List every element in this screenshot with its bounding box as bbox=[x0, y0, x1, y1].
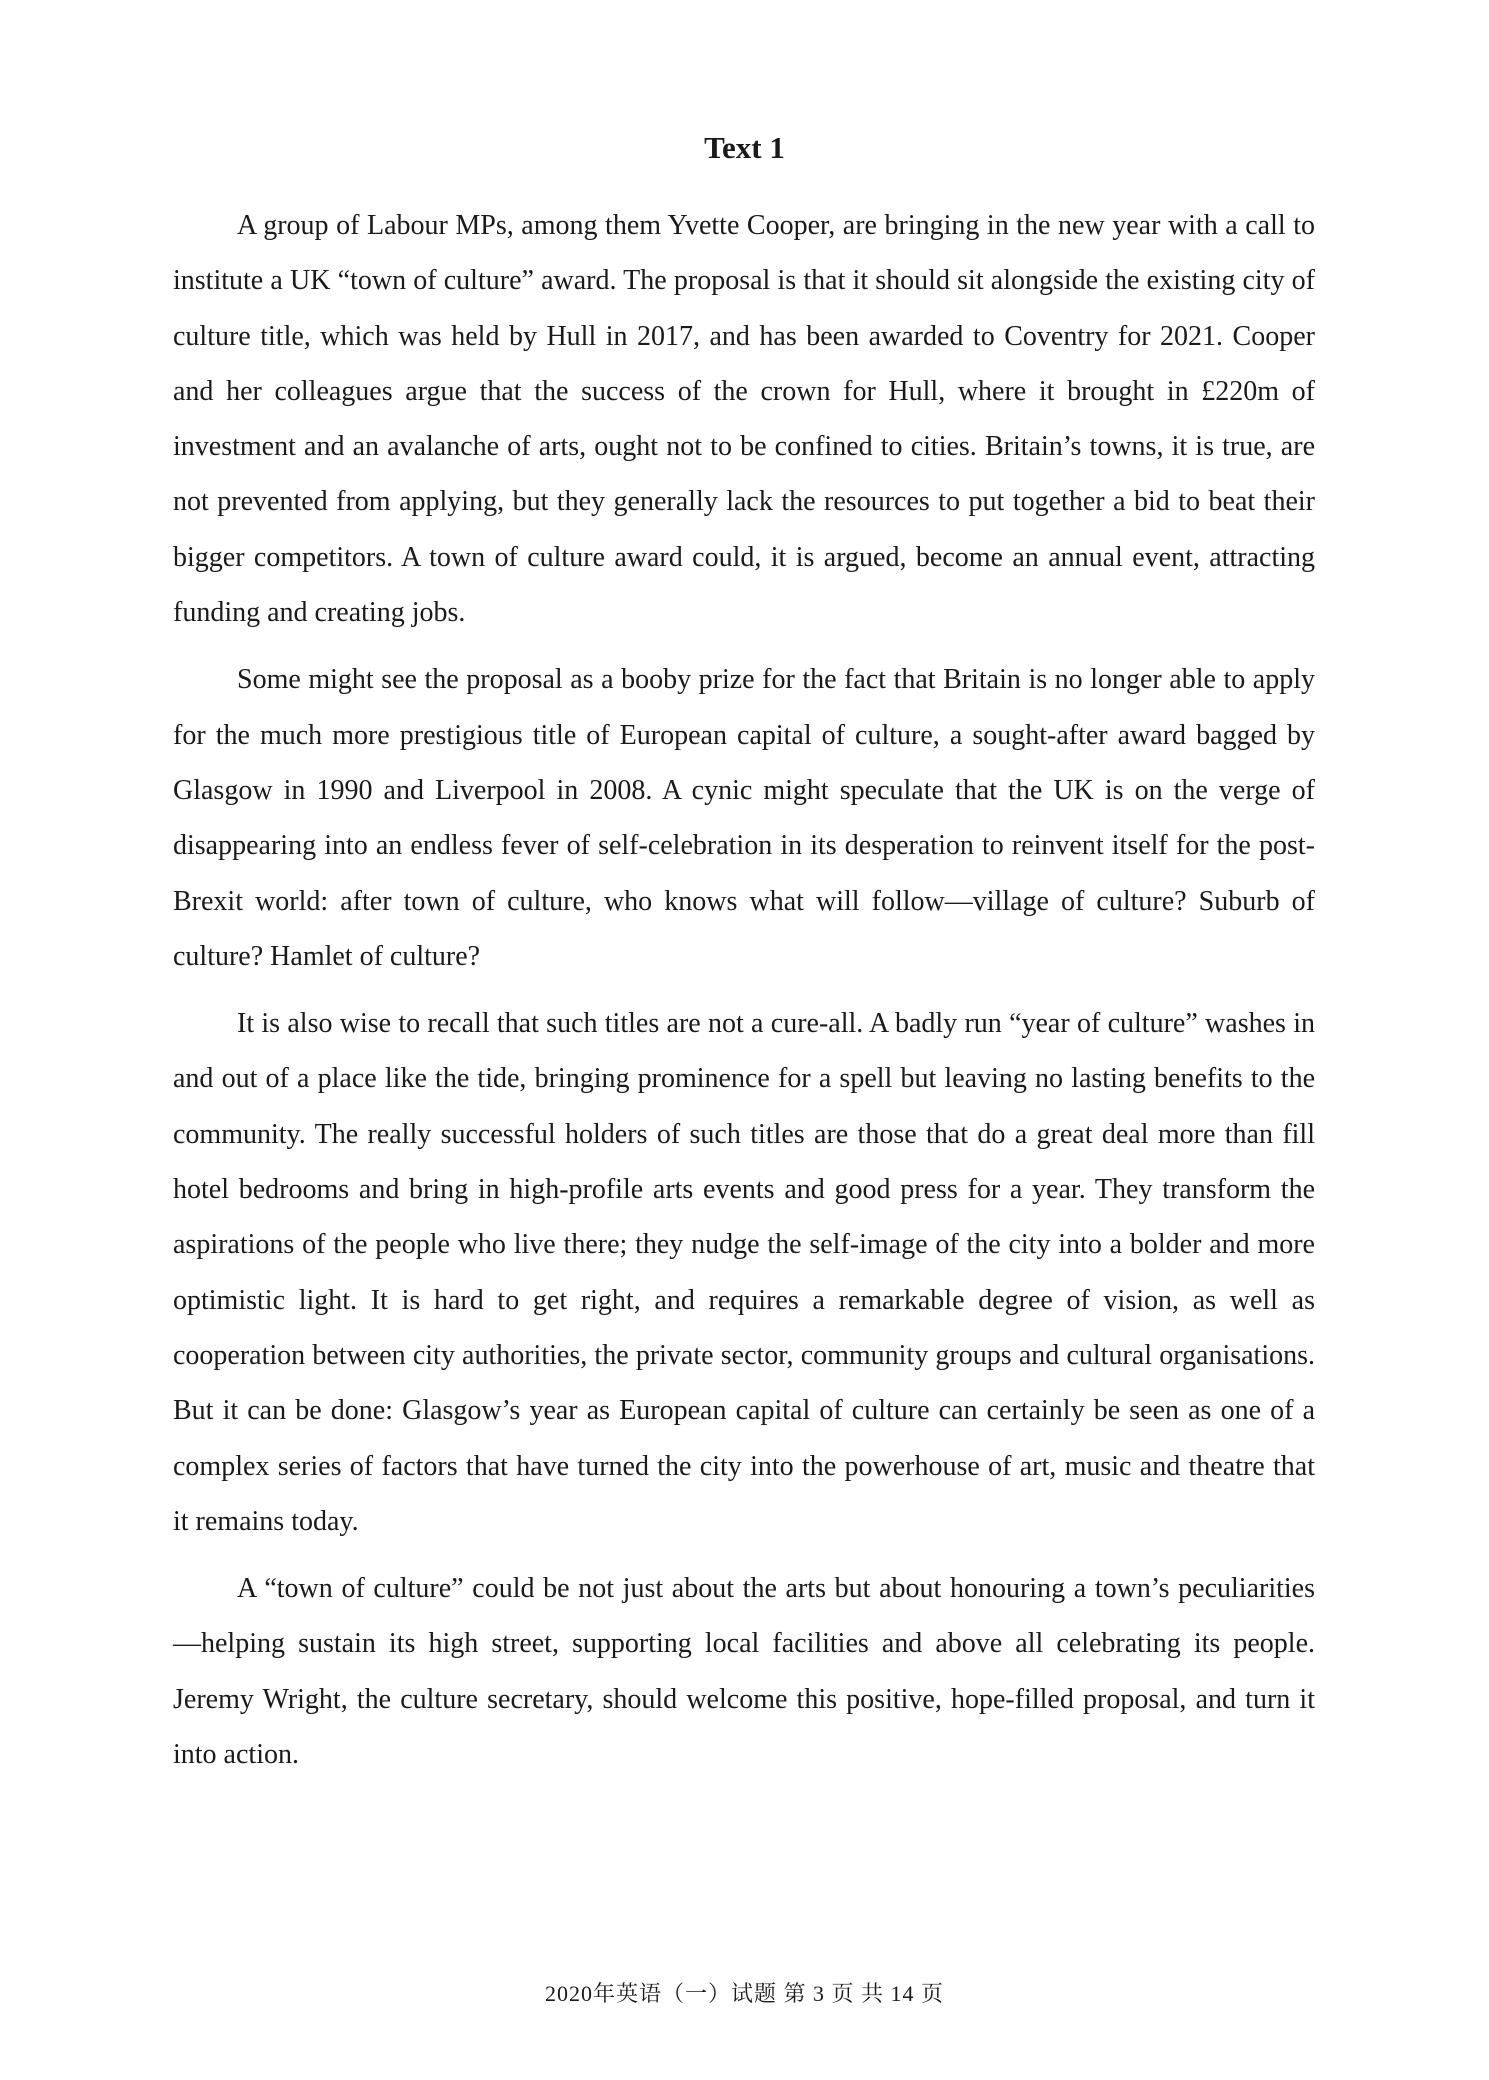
page-title: Text 1 bbox=[704, 130, 785, 165]
paragraph-1: A group of Labour MPs, among them Yvette Cooper, are bringing in the new year with a call to institute a UK “town of culture” award. The proposal is that it should sit alongside the existing city of culture title, which was held by Hull in 2017, and has been awarded to Coventry for 2021. Cooper and her colleagues argue that the success of the crown for Hull, where it brought in £220m of investment and an avalanche of arts, ought not to be confined to cities. Britain’s towns, it is true, are not prevented from applying, but they generally lack the resources to put together a bid to beat their bigger competitors. A town of culture award could, it is argued, become an annual event, attracting funding and creating jobs. bbox=[173, 210, 1315, 629]
page-footer: 2020年英语（一）试题 第 3 页 共 14 页 bbox=[544, 1981, 944, 2006]
article-body bbox=[173, 198, 1315, 1794]
paragraph-2: Some might see the proposal as a booby prize for the fact that Britain is no longer able to apply for the much more prestigious title of European capital of culture, a sought-after award bagged by Glasgow in 1990 and Liverpool in 2008. A cynic might speculate that the UK is on the verge of disappearing into an endless fever of self-celebration in its desperation to reinvent itself for the post-Brexit world: after town of culture, who knows what will follow—village of culture? Suburb of culture? Hamlet of culture? bbox=[173, 664, 1315, 972]
paragraph-4: A “town of culture” could be not just about the arts but about honouring a town’s peculiarities—helping sustain its high street, supporting local facilities and above all celebrating its people. Jeremy Wright, the culture secretary, should welcome this positive, hope-filled proposal, and turn it into action. bbox=[173, 1573, 1315, 1771]
paragraph-3: It is also wise to recall that such titles are not a cure-all. A badly run “year of culture” washes in and out of a place like the tide, bringing prominence for a spell but leaving no lasting benefits to the community. The really successful holders of such titles are those that do a great deal more than fill hotel bedrooms and bring in high-profile arts events and good press for a year. They transform the aspirations of the people who live there; they nudge the self-image of the city into a bolder and more optimistic light. It is hard to get right, and requires a remarkable degree of vision, as well as cooperation between city authorities, the private sector, community groups and cultural organisations. But it can be done: Glasgow’s year as European capital of culture can certainly be seen as one of a complex series of factors that have turned the city into the powerhouse of art, music and theatre that it remains today. bbox=[173, 1008, 1315, 1537]
